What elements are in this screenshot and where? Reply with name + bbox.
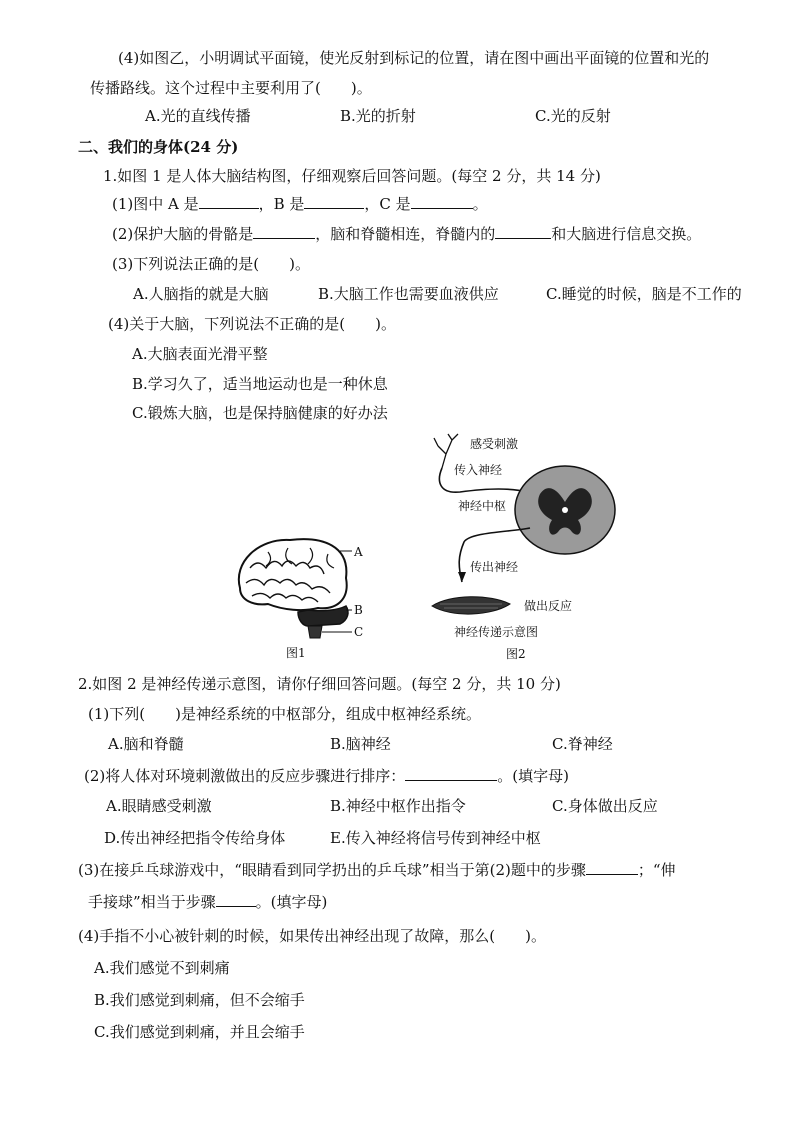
q1-part1-text-c: ，C 是 — [364, 195, 411, 213]
q1-part3: (3)下列说法正确的是( )。 — [112, 255, 310, 273]
q1-part1-text-a: (1)图中 A 是 — [112, 195, 199, 213]
answer-blank[interactable] — [411, 194, 473, 209]
answer-blank[interactable] — [495, 224, 551, 239]
fig2-label-stimulus: 感受刺激 — [470, 437, 519, 451]
q4-option-a: A.光的直线传播 — [145, 107, 251, 125]
q2-part2-option-e: E.传入神经将信号传到神经中枢 — [330, 829, 541, 847]
q2-part4: (4)手指不小心被针刺的时候，如果传出神经出现了故障，那么( )。 — [78, 927, 546, 945]
q2-part2 — [84, 766, 569, 786]
q2-part1-option-c: C.脊神经 — [552, 735, 613, 753]
answer-blank[interactable] — [405, 766, 497, 781]
q2-part3-text-a: (3)在接乒乓球游戏中，“眼睛看到同学扔出的乒乓球”相当于第(2)题中的步骤 — [78, 861, 586, 879]
q2-part2-option-a: A.眼睛感受刺激 — [106, 797, 212, 815]
q2-part3-line2 — [88, 892, 327, 912]
q1-part4-option-a: A.大脑表面光滑平整 — [132, 345, 268, 363]
q2-part3-text-c: 手接球”相当于步骤 — [88, 893, 216, 911]
q2-part2-option-b: B.神经中枢作出指令 — [330, 797, 466, 815]
q2-part2-option-c: C.身体做出反应 — [552, 797, 658, 815]
q2-part1: (1)下列( )是神经系统的中枢部分，组成中枢神经系统。 — [88, 705, 481, 723]
q2-part4-option-a: A.我们感觉不到刺痛 — [94, 959, 230, 977]
fig1-caption: 图1 — [286, 646, 306, 660]
q2-part1-option-b: B.脑神经 — [330, 735, 391, 753]
fig2-title: 神经传递示意图 — [454, 625, 539, 639]
q1-part2-text-b: ，脑和脊髓相连，脊髓内的 — [315, 225, 496, 243]
q1-part4-option-b: B.学习久了，适当地运动也是一种休息 — [132, 375, 388, 393]
q2-stem: 2.如图 2 是神经传递示意图，请你仔细回答问题。(每空 2 分，共 10 分) — [78, 675, 561, 693]
q1-part1 — [112, 194, 488, 214]
answer-blank[interactable] — [253, 224, 315, 239]
figure-2-nerve — [430, 432, 630, 662]
q2-part4-option-b: B.我们感觉到刺痛，但不会缩手 — [94, 991, 305, 1009]
fig1-label-b: B — [354, 603, 363, 617]
fig2-label-efferent: 传出神经 — [470, 560, 519, 574]
q1-part4: (4)关于大脑，下列说法不正确的是( )。 — [108, 315, 396, 333]
section-title: 二、我们的身体(24 分) — [78, 138, 239, 156]
fig2-caption: 图2 — [506, 647, 526, 661]
q2-part3-text-b: ；“伸 — [637, 861, 676, 879]
fig2-label-afferent: 传入神经 — [454, 463, 503, 477]
q4-line2: 传播路线。这个过程中主要利用了( )。 — [90, 79, 372, 97]
answer-blank[interactable] — [199, 194, 259, 209]
q1-part3-option-c: C.睡觉的时候，脑是不工作的 — [546, 285, 742, 303]
q1-part1-end: 。 — [472, 195, 488, 213]
q2-part3-line1 — [78, 860, 676, 880]
fig1-label-c: C — [354, 625, 364, 639]
figure-1-brain — [228, 528, 378, 663]
q2-part1-option-a: A.脑和脊髓 — [108, 735, 184, 753]
answer-blank[interactable] — [216, 892, 256, 907]
q2-part2-end: 。(填字母) — [497, 767, 569, 785]
q2-part2-option-d: D.传出神经把指令传给身体 — [104, 829, 286, 847]
fig2-label-center: 神经中枢 — [458, 499, 507, 513]
q1-stem: 1.如图 1 是人体大脑结构图，仔细观察后回答问题。(每空 2 分，共 14 分) — [103, 167, 601, 185]
q1-part4-option-c: C.锻炼大脑，也是保持脑健康的好办法 — [132, 404, 388, 422]
fig2-label-response: 做出反应 — [524, 599, 573, 613]
q1-part3-option-b: B.大脑工作也需要血液供应 — [318, 285, 499, 303]
q4-line1: (4)如图乙，小明调试平面镜，使光反射到标记的位置，请在图中画出平面镜的位置和光的 — [118, 49, 710, 67]
q1-part2-text-a: (2)保护大脑的骨骼是 — [112, 225, 254, 243]
q1-part3-option-a: A.人脑指的就是大脑 — [133, 285, 269, 303]
q4-option-c: C.光的反射 — [535, 107, 611, 125]
q2-part3-end: 。(填字母) — [255, 893, 328, 911]
q1-part2-text-c: 和大脑进行信息交换。 — [551, 225, 702, 243]
q1-part2 — [112, 224, 701, 244]
answer-blank[interactable] — [304, 194, 364, 209]
q2-part2-text: (2)将人体对环境刺激做出的反应步骤进行排序： — [84, 767, 406, 785]
fig1-label-a: A — [354, 545, 363, 559]
q1-part1-text-b: ，B 是 — [258, 195, 305, 213]
q4-option-b: B.光的折射 — [340, 107, 416, 125]
answer-blank[interactable] — [586, 860, 638, 875]
q2-part4-option-c: C.我们感觉到刺痛，并且会缩手 — [94, 1023, 305, 1041]
